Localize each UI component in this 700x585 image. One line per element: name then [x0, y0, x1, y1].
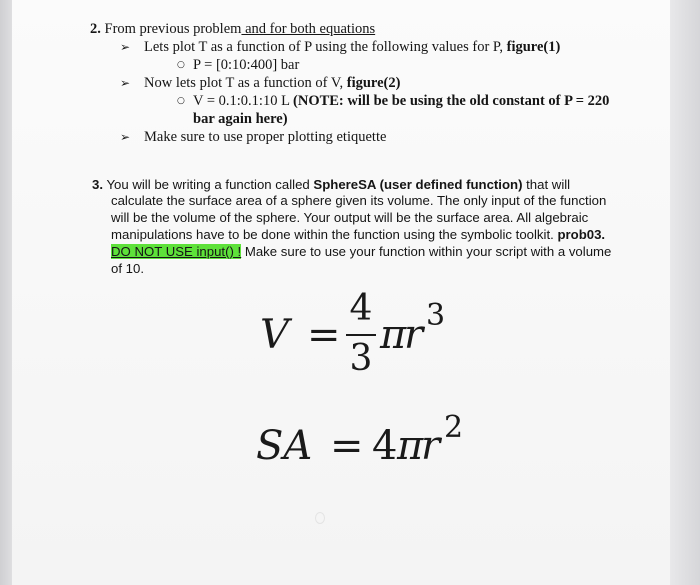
left-page-edge: [0, 0, 12, 585]
problem-3-line-2: calculate the surface area of a sphere given its volume. The only input of the function: [111, 193, 607, 208]
item-bold: figure(1): [506, 39, 561, 55]
item-text: Make sure to use proper plotting etiquette: [144, 129, 387, 145]
item-bold: figure(2): [346, 75, 401, 91]
arrow-bullet-icon: ➢: [120, 130, 131, 144]
surface-lhs: SA: [256, 423, 313, 469]
volume-equals: =: [307, 312, 341, 358]
line-text: that will: [522, 177, 571, 192]
surface-equals: =: [330, 423, 364, 469]
arrow-bullet-icon: ➢: [120, 40, 131, 54]
problem-3-line-1: [92, 176, 570, 193]
item-text: Now lets plot T as a function of V,: [144, 75, 347, 91]
volume-numerator: 4: [349, 288, 373, 329]
circle-bullet-icon: ○: [177, 96, 185, 106]
problem-2-item-1: [120, 38, 560, 56]
problem-2-sub-v: [177, 92, 609, 110]
document-page: [12, 0, 670, 585]
problem-2-sub-v-cont: bar again here): [193, 111, 288, 127]
surface-pi: π: [397, 423, 424, 469]
problem-2-item-2: [120, 74, 400, 92]
arrow-bullet-icon: ➢: [120, 76, 131, 90]
problem-2-intro: From previous problem: [104, 21, 242, 37]
volume-r: r: [404, 312, 424, 358]
item-text: Lets plot T as a function of P using the following values for P,: [144, 39, 507, 55]
problem-3-number: 3.: [92, 177, 103, 192]
problem-3-line-3: will be the volume of the sphere. Your output will be the surface area. All algebraic: [111, 210, 589, 225]
sub-p-text: P = [0:10:400] bar: [193, 57, 300, 73]
volume-lhs: V: [260, 312, 289, 358]
line-text: Make sure to use your function within your script with a volume: [241, 244, 612, 259]
highlighted-warning: DO NOT USE input() !: [111, 244, 242, 259]
problem-3-line-5: [111, 243, 611, 260]
line-text: You will be writing a function called: [106, 177, 314, 192]
function-name: SphereSA (user defined function): [313, 177, 523, 192]
surface-coef: 4: [372, 423, 398, 469]
problem-2-number: 2.: [90, 21, 101, 37]
file-name: prob03.: [557, 227, 606, 242]
volume-exponent: 3: [426, 298, 446, 333]
right-page-edge: [670, 0, 700, 585]
problem-3-line-4: [111, 226, 605, 243]
problem-2-sub-p: [177, 56, 299, 74]
problem-3-line-6: of 10.: [111, 261, 144, 276]
fraction-bar: [346, 334, 376, 336]
problem-2-item-3: [120, 128, 386, 146]
surface-exponent: 2: [444, 410, 464, 445]
problem-2-heading: [90, 20, 375, 38]
line-text: manipulations have to be done within the function using the symbolic toolkit.: [111, 227, 558, 242]
sub-v-text: V = 0.1:0.1:10 L: [193, 93, 294, 109]
sub-v-note: (NOTE: will be be using the old constant of P = 220: [293, 93, 610, 109]
problem-2-intro-underlined: and for both equations: [241, 21, 376, 37]
volume-pi: π: [380, 312, 407, 358]
paper-smudge: [315, 512, 325, 524]
circle-bullet-icon: ○: [177, 60, 185, 70]
volume-denominator: 3: [349, 338, 373, 379]
surface-r: r: [421, 423, 441, 469]
